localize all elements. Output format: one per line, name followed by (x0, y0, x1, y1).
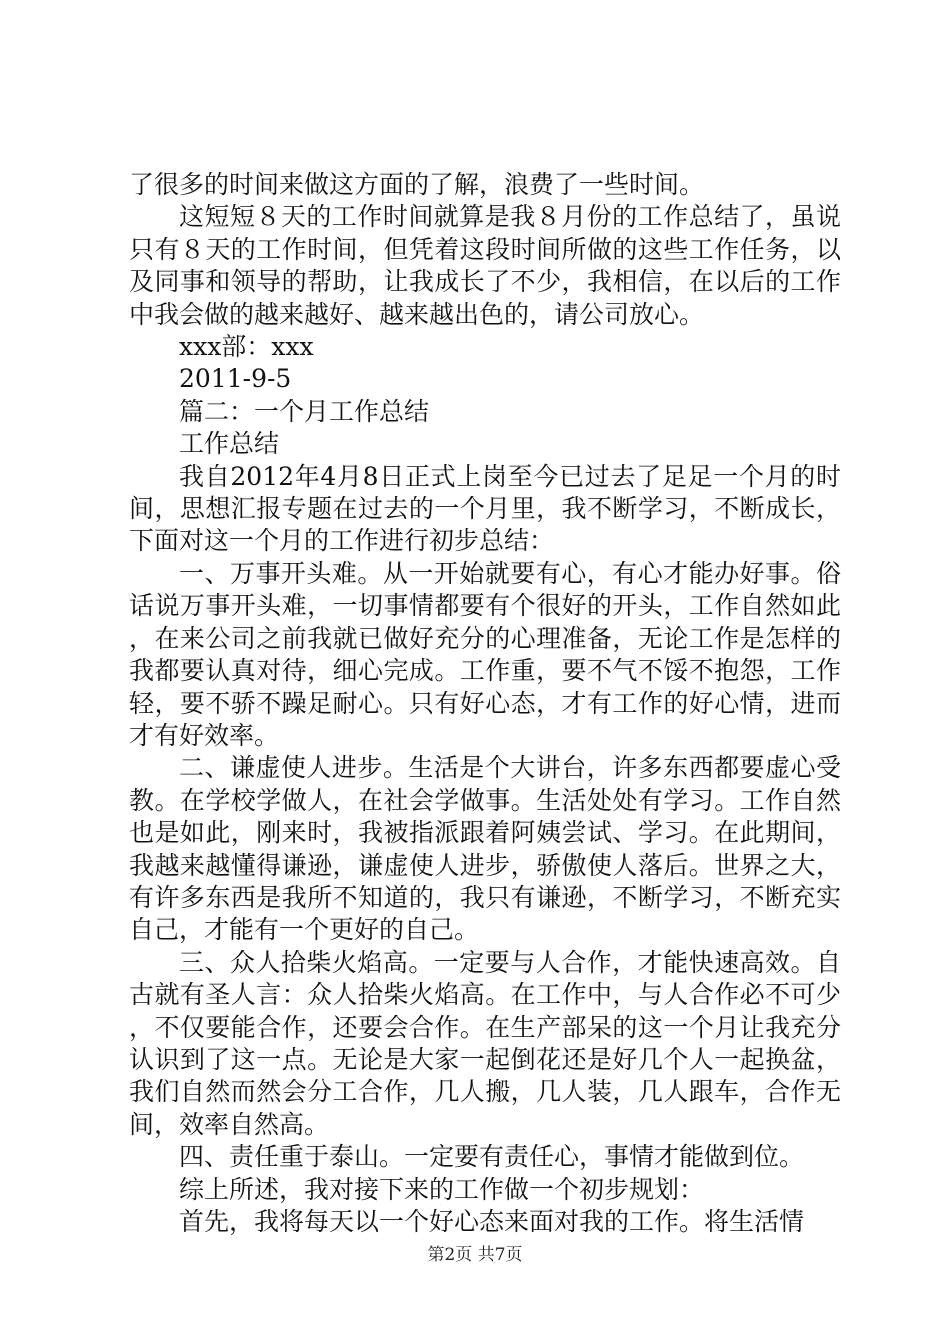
paragraph-2: 这短短８天的工作时间就算是我８月份的工作总结了，虽说只有８天的工作时间，但凭着这段时间所做的这些工作任务，以及同事和领导的帮助，让我成长了不少，我相信，在以后的工作中我会做的越来越好、越来越出色的，请公司放心。 (129, 202, 841, 329)
paragraph-date: 2011-9-5 (179, 364, 292, 394)
document-body (129, 169, 841, 1238)
paragraph-title: 工作总结 (179, 429, 280, 459)
paragraph-point-2: 二、谦虚使人进步。生活是个大讲台，许多东西都要虚心受教。在学校学做人，在社会学做事。生活处处有学习。工作自然也是如此，刚来时，我被指派跟着阿姨尝试、学习。在此期间，我越来越懂得谦逊，谦虚使人进步，骄傲使人落后。世界之大，有许多东西是我所不知道的，我只有谦逊，不断学习，不断充实自己，才能有一个更好的自己。 (129, 753, 841, 945)
paragraph-plan-first: 首先，我将每天以一个好心态来面对我的工作。将生活情 (179, 1207, 805, 1236)
page-number-footer: 第2页 共7页 (427, 1245, 523, 1265)
paragraph-point-1: 一、万事开头难。从一开始就要有心，有心才能办好事。俗话说万事开头难，一切事情都要有个很好的开头，工作自然如此，在来公司之前我就已做好充分的心理准备，无论工作是怎样的我都要认真对待，细心完成。工作重，要不气不馁不抱怨，工作轻，要不骄不躁足耐心。只有好心态，才有工作的好心情，进而才有好效率。 (129, 558, 841, 750)
paragraph-section-heading: 篇二：一个月工作总结 (179, 396, 430, 426)
paragraph-summary: 综上所述，我对接下来的工作做一个初步规划： (179, 1174, 705, 1204)
paragraph-department-signature: xxx部：xxx (179, 332, 314, 362)
paragraph-intro: 我自2012年4月8日正式上岗至今已过去了足足一个月的时间，思想汇报专题在过去的一个月里，我不断学习，不断成长，下面对这一个月的工作进行初步总结： (129, 461, 841, 556)
paragraph-point-3: 三、众人拾柴火焰高。一定要与人合作，才能快速高效。自古就有圣人言：众人拾柴火焰高。在工作中，与人合作必不可少，不仅要能合作，还要会合作。在生产部呆的这一个月让我充分认识到了这一点。无论是大家一起倒花还是好几个人一起换盆，我们自然而然会分工合作，几人搬，几人装，几人跟车，合作无间，效率自然高。 (129, 947, 841, 1139)
paragraph-point-4: 四、责任重于泰山。一定要有责任心，事情才能做到位。 (179, 1142, 805, 1172)
paragraph-1: 了很多的时间来做这方面的了解，浪费了一些时间。 (129, 170, 705, 199)
